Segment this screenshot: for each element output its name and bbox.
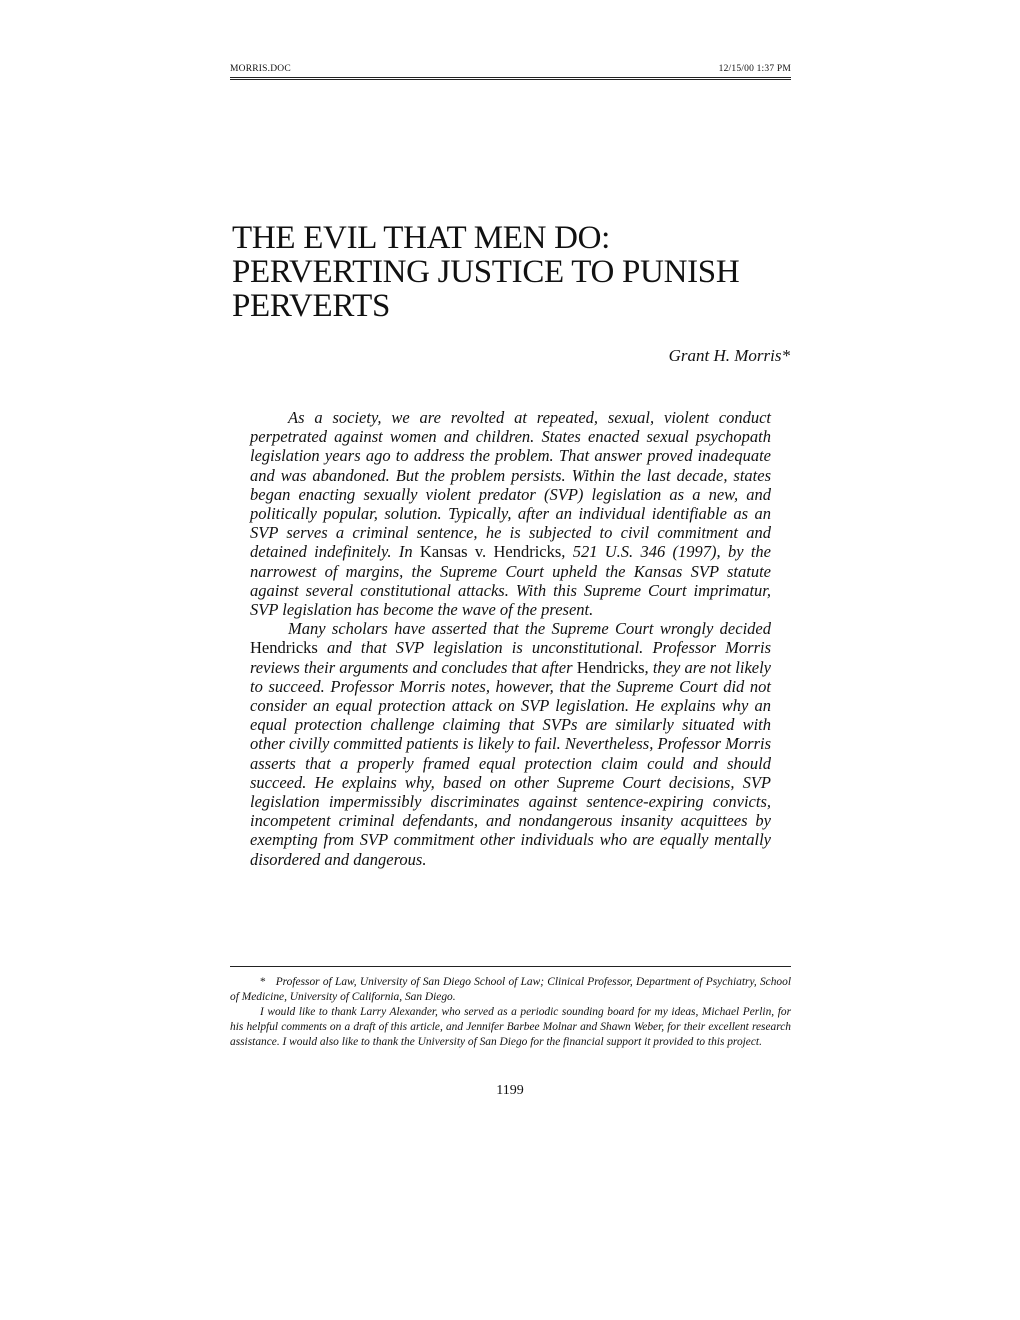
abstract-text: , they are not likely to succeed. Professor Morris notes, however, that the Supreme Court did not consider an equal protection attack on SVP legislation. He explains why an equal protection challenge claiming that SVPs are similarly situated with other civilly committed patients is likely to fail. Nevertheless, Professor Morris asserts that a properly framed equal protection claim could and should succeed. He explains why, based on other Supreme Court decisions, SVP legislation impermissibly discriminates against sentence-expiring convicts, incompetent criminal defendants, and nondangerous insanity acquittees by exempting from SVP commitment other individuals who are equally mentally disordered and dangerous. bbox=[250, 657, 771, 869]
footnote-text: Professor of Law, University of San Diego School of Law; Clinical Professor, Department of Psychiatry, School of Medicine, University of California, San Diego. bbox=[230, 976, 791, 1003]
header-timestamp: 12/15/00 1:37 PM bbox=[718, 64, 791, 74]
abstract-text: Many scholars have asserted that the Supreme Court wrongly decided bbox=[288, 619, 771, 639]
case-name: Hendricks bbox=[576, 657, 645, 677]
article-title bbox=[232, 221, 792, 323]
title-line-1: THE EVIL THAT MEN DO: bbox=[232, 220, 611, 256]
title-line-2: PERVERTING JUSTICE TO PUNISH bbox=[232, 254, 740, 290]
case-name: Hendricks bbox=[250, 638, 318, 658]
title-line-3: PERVERTS bbox=[232, 288, 391, 324]
running-header bbox=[230, 64, 791, 78]
case-name: Kansas v. Hendricks bbox=[419, 542, 562, 562]
page-number: 1199 bbox=[496, 1083, 524, 1098]
header-rule bbox=[230, 79, 791, 80]
footnote-rule bbox=[230, 966, 791, 967]
footnote-1 bbox=[230, 975, 791, 1005]
footnote-text: I would like to thank Larry Alexander, who served as a periodic sounding board for my ideas, Michael Perlin, for his helpful comments on a draft of this article, and Jennifer Barbee Molnar and Shawn Weber, for their excellent research assistance. I would also like to thank the University of San Diego for the financial support it provided to this project. bbox=[230, 1006, 791, 1048]
header-filename: MORRIS.DOC bbox=[230, 64, 291, 74]
abstract-text: As a society, we are revolted at repeated, sexual, violent conduct perpetrated against women and children. States enacted sexual psychopath legislation years ago to address the problem. That answer proved inadequate and was abandoned. But the problem persists. Within the last decade, states began enacting sexually violent predator (SVP) legislation as a new, and politically popular, solution. Typically, after an individual identifiable as an SVP serves a criminal sentence, he is subjected to civil commitment and detained indefinitely. In bbox=[250, 408, 771, 562]
abstract-paragraph-1 bbox=[250, 408, 771, 619]
author-byline: Grant H. Morris* bbox=[668, 346, 790, 365]
footnotes bbox=[230, 975, 791, 1050]
abstract-text: and that SVP legislation is unconstitutional. Professor Morris reviews their arguments and concludes that after bbox=[250, 638, 771, 677]
footnote-2 bbox=[230, 1005, 791, 1050]
abstract-text: , 521 U.S. 346 (1997), by the narrowest of margins, the Supreme Court upheld the Kansas SVP statute against several constitutional attacks. With this Supreme Court imprimatur, SVP legislation has become the wave of the present. bbox=[250, 542, 771, 620]
abstract bbox=[250, 408, 771, 869]
footnote-marker: * bbox=[260, 976, 266, 988]
abstract-paragraph-2 bbox=[250, 619, 771, 869]
